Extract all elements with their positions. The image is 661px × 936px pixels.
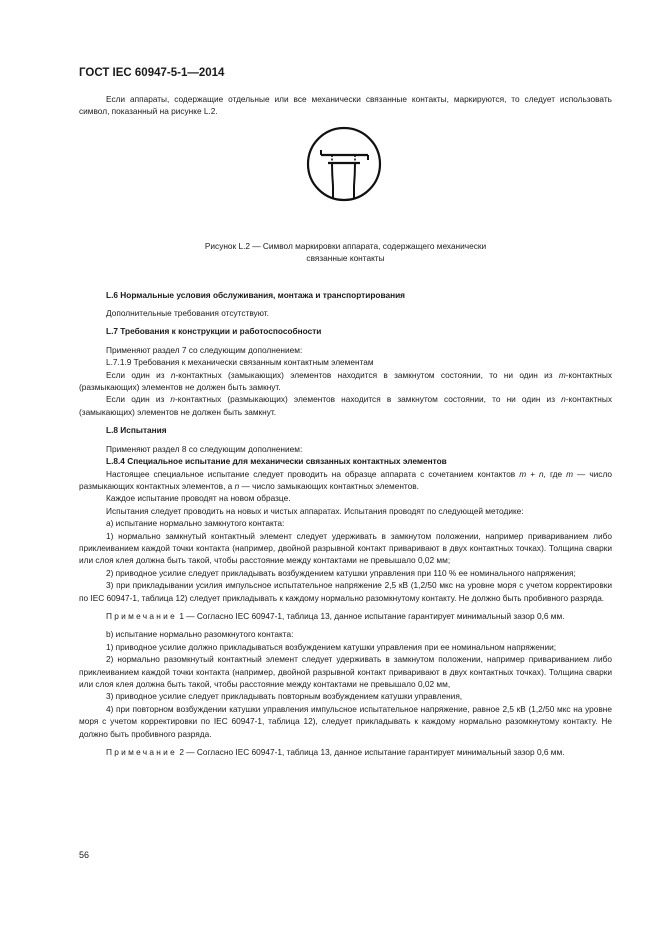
- section-l719-title: L.7.1.9 Требования к механически связанным контактным элементам: [106, 357, 374, 368]
- list-a-title: a) испытание нормально замкнутого контакта:: [106, 518, 285, 529]
- section-l7-text: Применяют раздел 7 со следующим дополнением:: [106, 344, 303, 355]
- note-1-label: Примечание: [106, 610, 178, 621]
- section-l84-p1: Настоящее специальное испытание следует проводить на образце аппарата с сочетанием контактов m + n, где m — число размыкающих контактных элементов, а n — число замыкающих контактных элементов.: [79, 468, 612, 491]
- section-l84-p2: Каждое испытание проводят на новом образце.: [106, 493, 291, 504]
- section-l719-p2: Если один из n-контактных (размыкающих) элементов находится в замкнутом состоянии, то ни один из n-контактных (замыкающих) элементов не должен быть замкнут.: [79, 394, 612, 417]
- section-l6-text: Дополнительные требования отсутствуют.: [106, 308, 269, 319]
- page-body: [79, 93, 612, 758]
- list-a-item-2: 2) приводное усилие следует прикладывать возбуждением катушки управления при 110 % ее номинального напряжения;: [106, 567, 576, 578]
- page-number: 56: [79, 850, 90, 860]
- note-1: Примечание 1 — Согласно IEC 60947-1, таблица 13, данное испытание гарантирует минимальный зазор 0,6 мм.: [106, 610, 565, 621]
- list-b-item-3: 3) приводное усилие следует прикладывать повторным возбуждением катушки управления,: [106, 691, 463, 702]
- list-a-item-1: 1) нормально замкнутый контактный элемент следует удерживать в замкнутом положении, например привариванием либо приклеиванием каждой точки контакта (например, двойной разрывной контакт приваривают в двух контактных точках). Толщина сварки или слоя клея должна быть такой, чтобы расстояние между контактами не превышало 0,02 мм;: [79, 530, 612, 566]
- figure-caption-line2: связанные контакты: [306, 253, 385, 264]
- section-l6-heading: L.6 Нормальные условия обслуживания, монтажа и транспортирования: [106, 289, 406, 300]
- list-b-item-1: 1) приводное усилие должно прикладываться возбуждением катушки управления при ее номинальном напряжении;: [106, 641, 557, 652]
- section-l7-heading: L.7 Требования к конструкции и работоспособности: [106, 326, 322, 337]
- figure-l2: [79, 126, 612, 233]
- note-2-label: Примечание: [106, 747, 178, 758]
- list-b-item-4: 4) при повторном возбуждении катушки управления импульсное испытательное напряжение, равное 2,5 кВ (1,2/50 мкс на уровне моря с учетом корректировки по IEC 60947-1, таблица 12), следует прикладывать к каждому нормально разомкнутому контакту. Не должно быть пробивного разряда.: [79, 703, 612, 739]
- intro-paragraph: Если аппараты, содержащие отдельные или все механически связанные контакты, маркируются, то следует использовать символ, показанный на рисунке L.2.: [79, 94, 612, 117]
- mechanically-linked-contacts-icon: [293, 126, 403, 233]
- figure-caption-line1: Рисунок L.2 — Символ маркировки аппарата, содержащего механически: [204, 240, 487, 251]
- document-header: ГОСТ IEC 60947-5-1—2014: [79, 67, 225, 79]
- section-l84-heading: L.8.4 Специальное испытание для механически связанных контактных элементов: [106, 456, 447, 467]
- section-l8-heading: L.8 Испытания: [106, 425, 167, 436]
- section-l84-p3: Испытания следует проводить на новых и чистых аппаратах. Испытания проводят по следующей методике:: [106, 505, 524, 516]
- note-2: Примечание 2 — Согласно IEC 60947-1, таблица 13, данное испытание гарантирует минимальный зазор 0,6 мм.: [106, 747, 565, 758]
- list-a-item-3: 3) при прикладывании усилия импульсное испытательное напряжение 2,5 кВ (1,2/50 мкс на уровне моря с учетом корректировки по IEC 60947-1, таблица 12) следует прикладывать к каждому нормально разомкнутому контакту. Не должно быть пробивного разряда.: [79, 580, 612, 603]
- list-b-title: b) испытание нормально разомкнутого контакта:: [106, 629, 294, 640]
- section-l719-p1: Если один из n-контактных (замыкающих) элементов находится в замкнутом состоянии, то ни один из m-контактных (размыкающих) элементов не должен быть замкнут.: [79, 369, 612, 393]
- section-l8-text: Применяют раздел 8 со следующим дополнением:: [106, 443, 303, 454]
- list-b-item-2: 2) нормально разомкнутый контактный элемент следует удерживать в замкнутом положении, например привариванием либо приклеиванием каждой точки контакта (например, двойной разрывной контакт приваривают в двух контактных точках). Толщина сварки или слоя клея должна быть такой, чтобы расстояние между контактами не превышало 0,02 мм,: [79, 654, 612, 689]
